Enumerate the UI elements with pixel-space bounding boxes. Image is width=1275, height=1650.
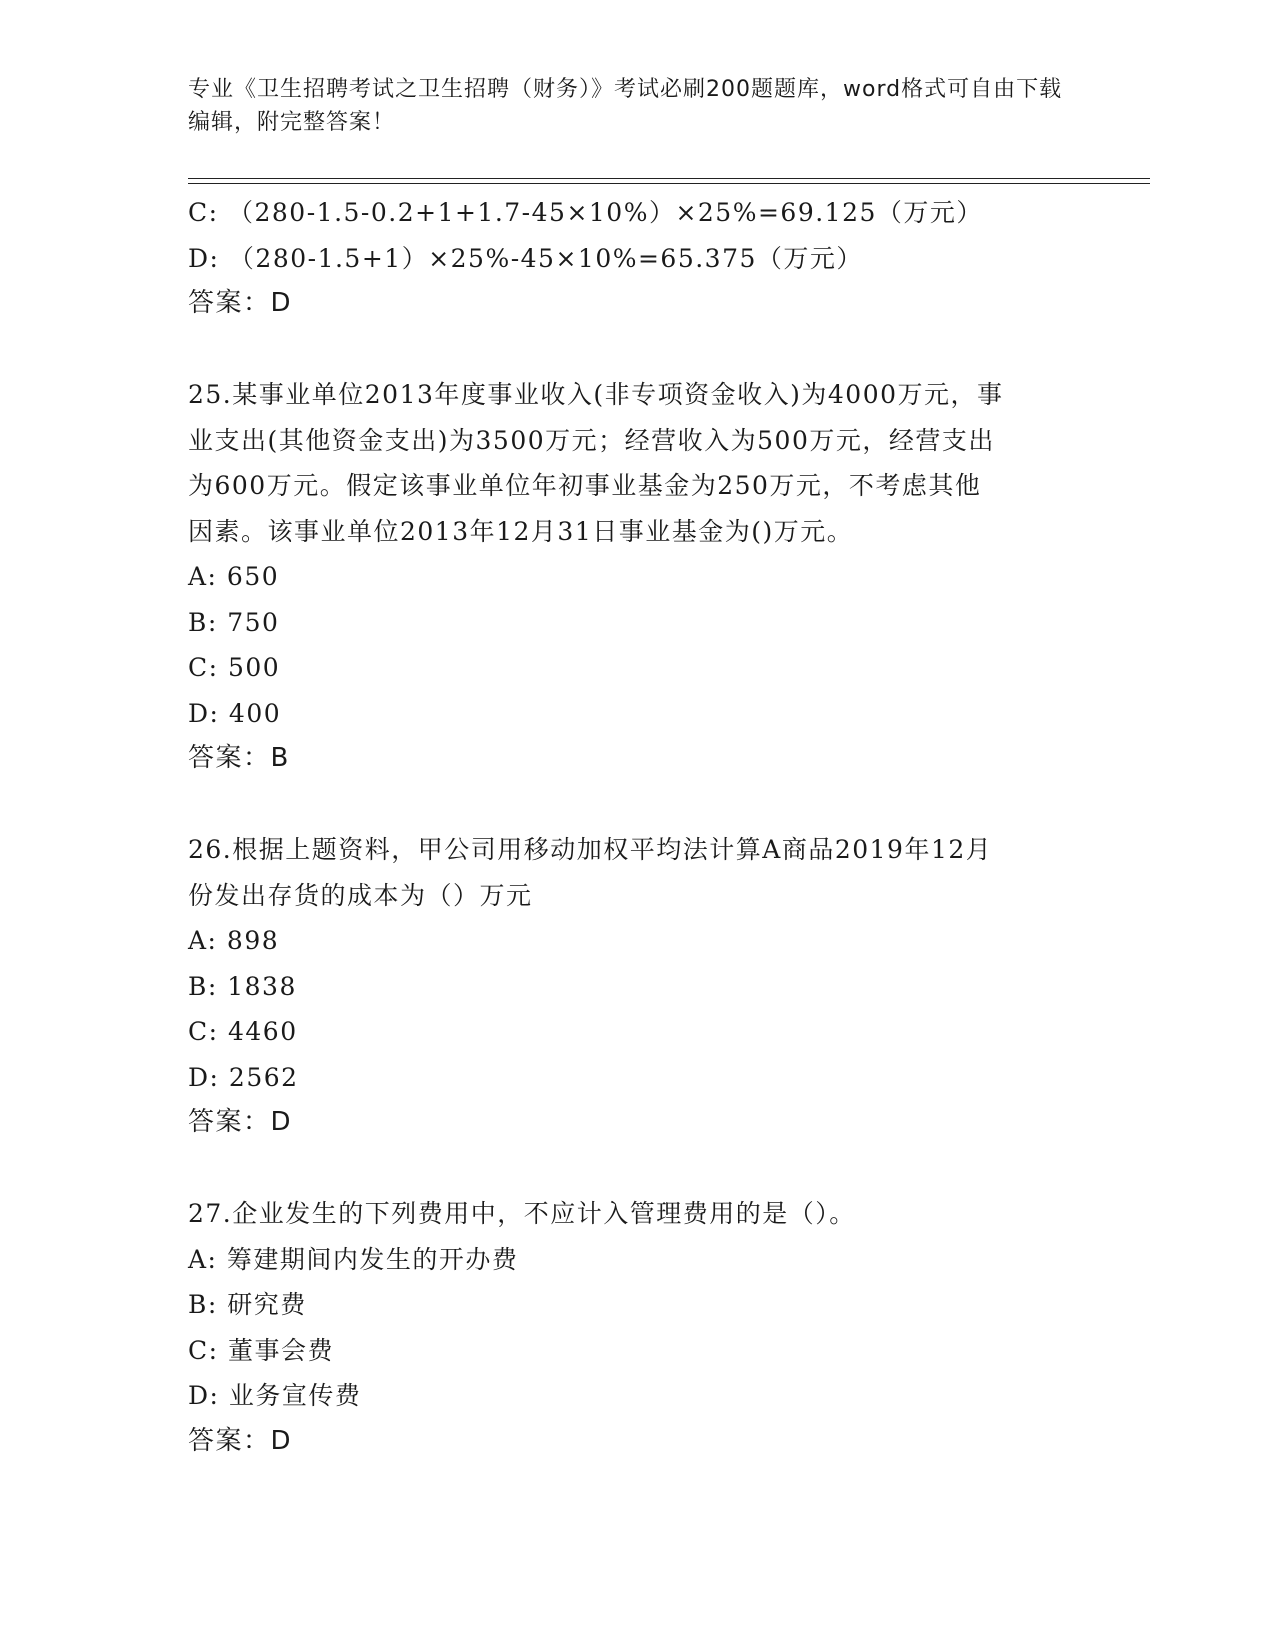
option-d: D: （280-1.5+1）×25%-45×10%=65.375（万元） bbox=[188, 243, 863, 273]
option-d: D: 业务宣传费 bbox=[188, 1381, 362, 1410]
option-a: A: 650 bbox=[188, 562, 280, 591]
header-divider-bottom bbox=[188, 183, 1150, 184]
answer-line: 答案：B bbox=[188, 743, 290, 773]
question-stem-line: 业支出(其他资金支出)为3500万元；经营收入为500万元，经营支出 bbox=[188, 425, 995, 455]
header-divider-top bbox=[188, 178, 1150, 179]
question-block-24-tail bbox=[188, 190, 1088, 327]
option-b: B: 1838 bbox=[188, 971, 297, 1001]
option-b: B: 750 bbox=[188, 607, 280, 637]
option-c: C: （280-1.5-0.2+1+1.7-45×10%）×25%=69.125（万元） bbox=[188, 198, 983, 227]
option-c: C: 4460 bbox=[188, 1017, 298, 1046]
option-c: C: 董事会费 bbox=[188, 1335, 334, 1365]
option-d: D: 400 bbox=[188, 698, 282, 728]
question-block-26 bbox=[188, 827, 1088, 1146]
question-stem-line: 25.某事业单位2013年度事业收入(非专项资金收入)为4000万元，事 bbox=[188, 380, 1004, 409]
option-a: A: 筹建期间内发生的开办费 bbox=[188, 1244, 519, 1274]
option-a: A: 898 bbox=[188, 926, 280, 955]
question-stem-line: 份发出存货的成本为（）万元 bbox=[188, 880, 533, 910]
question-list bbox=[188, 190, 1088, 1464]
option-b: B: 研究费 bbox=[188, 1290, 307, 1319]
question-block-27 bbox=[188, 1191, 1088, 1464]
option-c: C: 500 bbox=[188, 653, 281, 682]
answer-line: 答案：D bbox=[188, 1425, 293, 1456]
question-stem-line: 26.根据上题资料，甲公司用移动加权平均法计算A商品2019年12月 bbox=[188, 835, 993, 864]
answer-line: 答案：D bbox=[188, 1107, 293, 1137]
question-stem-line: 27.企业发生的下列费用中，不应计入管理费用的是（）。 bbox=[188, 1199, 856, 1228]
question-stem-line: 为600万元。假定该事业单位年初事业基金为250万元，不考虑其他 bbox=[188, 471, 982, 500]
answer-line: 答案：D bbox=[188, 288, 293, 318]
document-header: 专业《卫生招聘考试之卫生招聘（财务）》考试必刷200题题库，word格式可自由下载编辑，附完整答案！ bbox=[188, 77, 1063, 135]
question-block-25 bbox=[188, 372, 1088, 782]
option-d: D: 2562 bbox=[188, 1062, 299, 1092]
question-stem-line: 因素。该事业单位2013年12月31日事业基金为()万元。 bbox=[188, 516, 854, 546]
